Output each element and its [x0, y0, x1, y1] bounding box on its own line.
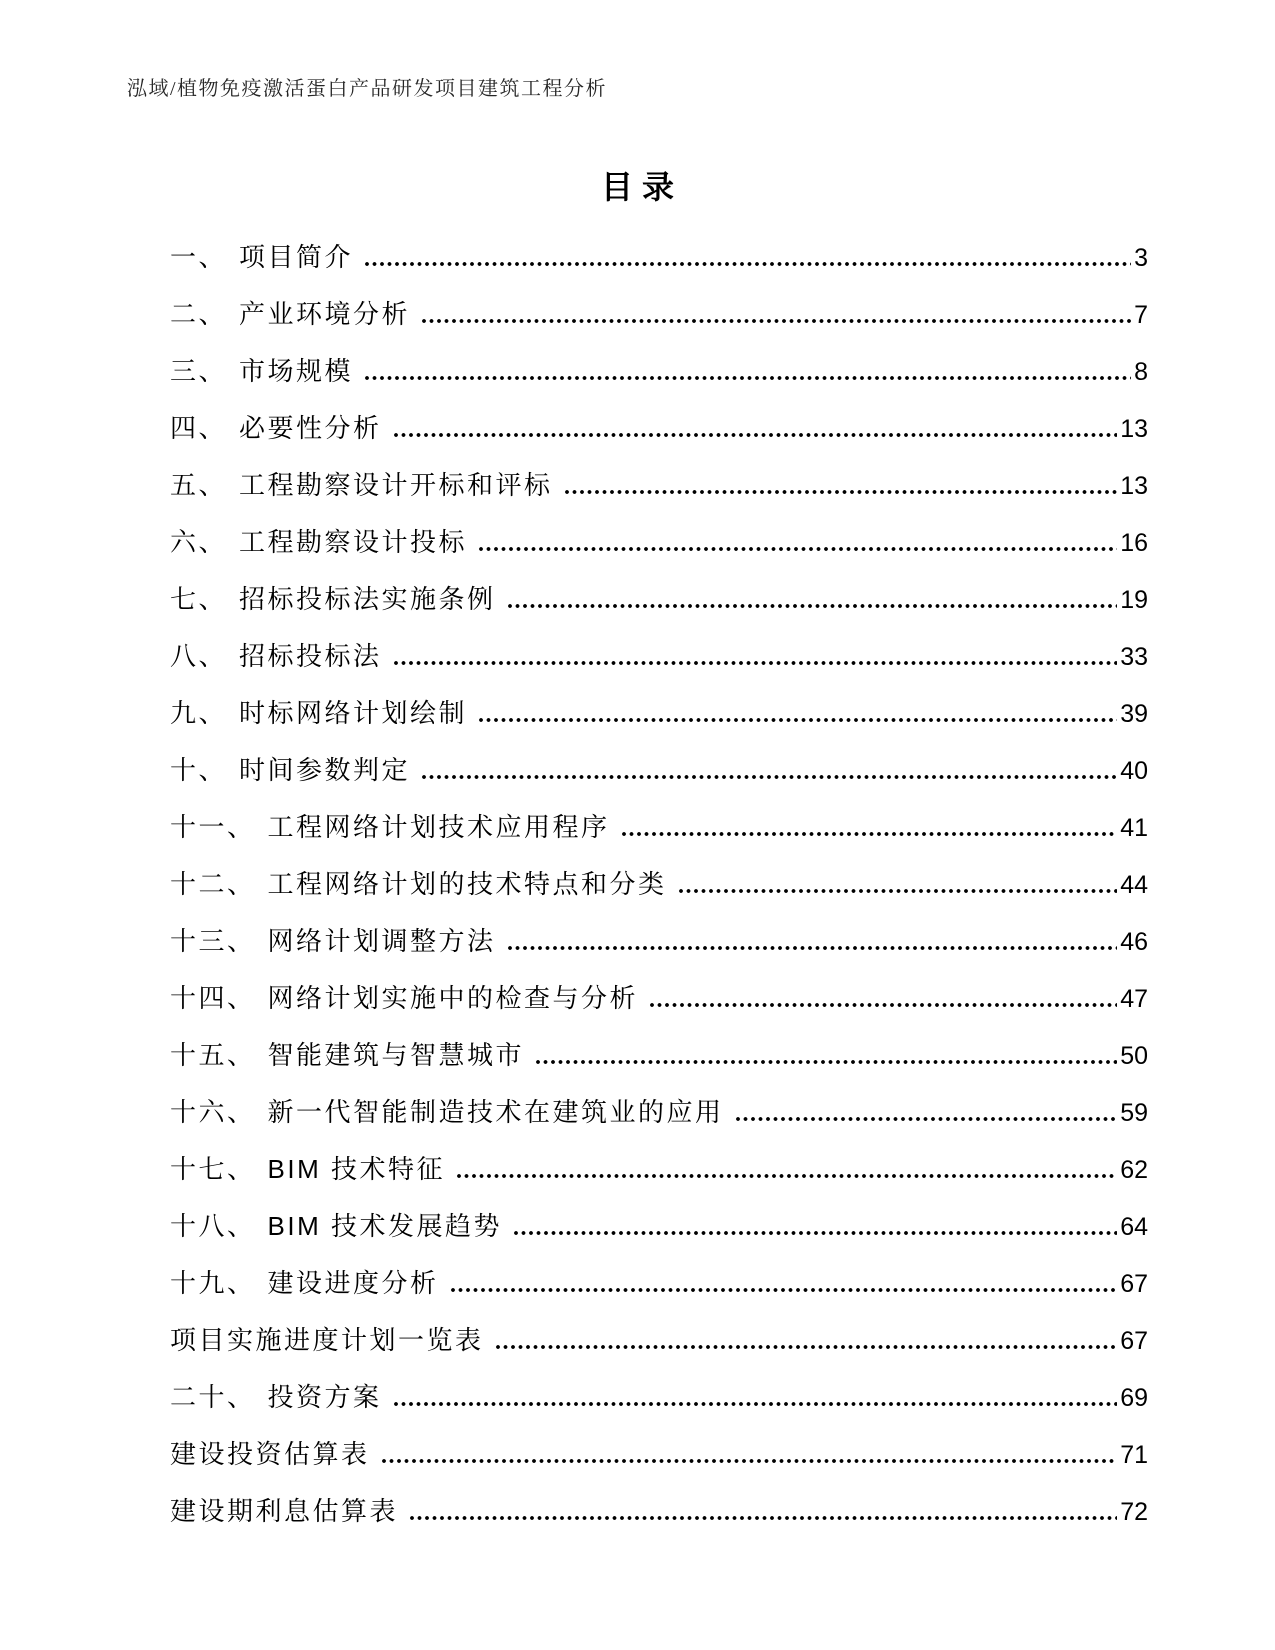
toc-leader-dots-line: [496, 1344, 1118, 1350]
toc-leader-dots-line: [365, 375, 1131, 381]
toc-entry-number: 十二、: [170, 869, 256, 899]
toc-entry[interactable]: [170, 299, 1148, 329]
toc-leader-dots-line: [422, 774, 1117, 780]
toc-entry-page-number: 62: [1120, 1156, 1148, 1184]
toc-entry-number: 十六、: [170, 1097, 256, 1127]
document-header: 泓域/植物免疫激活蛋白产品研发项目建筑工程分析: [127, 78, 608, 100]
page-title: 目录: [600, 169, 683, 205]
toc-leader-dots-line: [479, 717, 1117, 723]
toc-entry[interactable]: [170, 470, 1148, 500]
toc-entry-label: 网络计划实施中的检查与分析: [267, 983, 639, 1013]
toc-entry[interactable]: [170, 1382, 1148, 1412]
toc-leader-dots-line: [736, 1116, 1118, 1122]
toc-entry-number: 五、: [170, 470, 228, 500]
toc-entry-label: 建设投资估算表: [170, 1439, 370, 1469]
toc-entry-number: 二十、: [170, 1382, 256, 1412]
toc-entry-number: 六、: [170, 527, 228, 557]
toc-entry-label: 项目简介: [239, 242, 354, 272]
toc-entry-page-number: 44: [1120, 871, 1148, 899]
toc-entry-label: 工程勘察设计投标: [239, 527, 468, 557]
toc-entry-label: 网络计划调整方法: [267, 926, 496, 956]
toc-entry-page-number: 40: [1120, 757, 1148, 785]
toc-leader-dots-line: [394, 432, 1118, 438]
toc-leader-dots-line: [565, 489, 1118, 495]
toc-entry-number: 十四、: [170, 983, 256, 1013]
toc-entry-number: 十、: [170, 755, 228, 785]
toc-entry[interactable]: [170, 527, 1148, 557]
toc-entry-page-number: 67: [1120, 1327, 1148, 1355]
toc-entry-page-number: 3: [1134, 244, 1148, 272]
toc-entry-number: 九、: [170, 698, 228, 728]
toc-entry-number: 七、: [170, 584, 228, 614]
toc-entry-page-number: 41: [1120, 814, 1148, 842]
toc-entry-label: 智能建筑与智慧城市: [267, 1040, 525, 1070]
toc-leader-dots-line: [479, 546, 1117, 552]
toc-entry-number: 二、: [170, 299, 228, 329]
toc-entry-label: BIM 技术发展趋势: [267, 1211, 502, 1241]
toc-entry-number: 十五、: [170, 1040, 256, 1070]
toc-entry-label: 招标投标法实施条例: [239, 584, 496, 614]
toc-leader-dots-line: [451, 1287, 1118, 1293]
toc-entry-page-number: 46: [1120, 928, 1148, 956]
toc-entry-number: 一、: [170, 242, 228, 272]
toc-entry-number: 八、: [170, 641, 228, 671]
toc-leader-dots-line: [508, 945, 1118, 951]
toc-entry-page-number: 67: [1120, 1270, 1148, 1298]
toc-entry[interactable]: [170, 1268, 1148, 1298]
toc-entry[interactable]: [170, 242, 1148, 272]
toc-entry-page-number: 71: [1120, 1441, 1148, 1469]
toc-entry[interactable]: [170, 641, 1148, 671]
toc-leader-dots-line: [679, 888, 1118, 894]
toc-entry[interactable]: [170, 1325, 1148, 1355]
toc-entry-label: 工程网络计划的技术特点和分类: [267, 869, 667, 899]
toc-entry-label: 时标网络计划绘制: [239, 698, 468, 728]
toc-leader-dots-line: [394, 1401, 1118, 1407]
toc-entry-number: 十七、: [170, 1154, 256, 1184]
toc-entry-number: 十三、: [170, 926, 256, 956]
toc-entry-page-number: 13: [1120, 472, 1148, 500]
toc-entry[interactable]: [170, 926, 1148, 956]
toc-leader-dots-line: [410, 1515, 1117, 1521]
toc-entry-number: 三、: [170, 356, 228, 386]
toc-leader-dots-line: [422, 318, 1131, 324]
toc-entry[interactable]: [170, 1097, 1148, 1127]
toc-entry-label: 时间参数判定: [239, 755, 411, 785]
toc-entry-label: 新一代智能制造技术在建筑业的应用: [267, 1097, 724, 1127]
toc-entry[interactable]: [170, 1040, 1148, 1070]
toc-entry-page-number: 69: [1120, 1384, 1148, 1412]
toc-entry-page-number: 47: [1120, 985, 1148, 1013]
toc-leader-dots-line: [394, 660, 1118, 666]
toc-entry[interactable]: [170, 1439, 1148, 1469]
toc-entry[interactable]: [170, 812, 1148, 842]
toc-entry-label: 招标投标法: [239, 641, 382, 671]
toc-entry-number: 十一、: [170, 812, 256, 842]
toc-entry-number: 十八、: [170, 1211, 256, 1241]
toc-entry-label: 市场规模: [239, 356, 354, 386]
table-of-contents: [170, 242, 1148, 1556]
toc-entry[interactable]: [170, 698, 1148, 728]
toc-entry[interactable]: [170, 755, 1148, 785]
toc-entry-label: 工程网络计划技术应用程序: [267, 812, 610, 842]
toc-entry[interactable]: [170, 1496, 1148, 1526]
toc-leader-dots-line: [622, 831, 1118, 837]
toc-entry[interactable]: [170, 1211, 1148, 1241]
toc-entry[interactable]: [170, 356, 1148, 386]
toc-entry-page-number: 19: [1120, 586, 1148, 614]
toc-entry-page-number: 7: [1134, 301, 1148, 329]
toc-entry-page-number: 16: [1120, 529, 1148, 557]
toc-entry-page-number: 33: [1120, 643, 1148, 671]
toc-entry-page-number: 50: [1120, 1042, 1148, 1070]
toc-entry-number: 十九、: [170, 1268, 256, 1298]
toc-entry-label: 建设进度分析: [267, 1268, 439, 1298]
toc-entry-page-number: 13: [1120, 415, 1148, 443]
toc-entry[interactable]: [170, 584, 1148, 614]
toc-entry-page-number: 72: [1120, 1498, 1148, 1526]
toc-entry-label: 产业环境分析: [239, 299, 411, 329]
toc-entry-page-number: 59: [1120, 1099, 1148, 1127]
toc-leader-dots-line: [365, 261, 1131, 267]
toc-entry-number: 四、: [170, 413, 228, 443]
toc-entry-page-number: 39: [1120, 700, 1148, 728]
toc-leader-dots-line: [382, 1458, 1118, 1464]
toc-leader-dots-line: [650, 1002, 1117, 1008]
toc-entry-label: 工程勘察设计开标和评标: [239, 470, 553, 500]
toc-entry[interactable]: [170, 983, 1148, 1013]
toc-entry-label: BIM 技术特征: [267, 1154, 445, 1184]
toc-entry[interactable]: [170, 869, 1148, 899]
toc-entry-label: 投资方案: [267, 1382, 382, 1412]
toc-leader-dots-line: [536, 1059, 1117, 1065]
toc-leader-dots-line: [514, 1230, 1117, 1236]
toc-entry[interactable]: [170, 1154, 1148, 1184]
toc-entry-label: 必要性分析: [239, 413, 382, 443]
toc-leader-dots-line: [457, 1173, 1117, 1179]
toc-entry-page-number: 64: [1120, 1213, 1148, 1241]
toc-entry-label: 项目实施进度计划一览表: [170, 1325, 484, 1355]
toc-entry-label: 建设期利息估算表: [170, 1496, 399, 1526]
toc-leader-dots-line: [508, 603, 1118, 609]
toc-entry-page-number: 8: [1134, 358, 1148, 386]
toc-entry[interactable]: [170, 413, 1148, 443]
